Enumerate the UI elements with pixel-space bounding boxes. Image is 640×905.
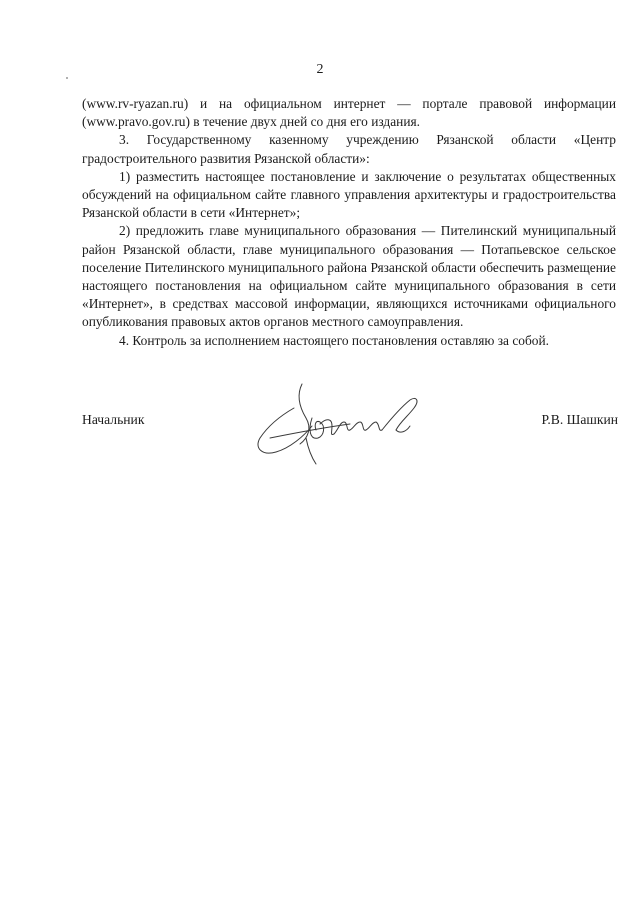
paragraph-subitem-1: 1) разместить настоящее постановление и заключение о результатах общественных обсуждений на официальном сайте главного управления архитектуры и градостроительства Рязанской области в сети «Интернет»;: [82, 168, 616, 221]
paragraph-item-4: 4. Контроль за исполнением настоящего постановления оставляю за собой.: [119, 332, 550, 348]
signer-name: Р.В. Шашкин: [541, 412, 618, 427]
handwritten-signature: [250, 378, 440, 468]
paragraph-item-3: 3. Государственному казенному учреждению Рязанской области «Центр градостроительного развития Рязанской области»:: [82, 132, 616, 166]
signer-position: Начальник: [82, 412, 145, 427]
paragraph-continuation: (www.rv-ryazan.ru) и на официальном интернет — портале правовой информации (www.pravo.gov.ru) в течение двух дней со дня его издания.: [82, 96, 616, 130]
paragraph-subitem-2: 2) предложить главе муниципального образования — Пителинский муниципальный район Рязанской области, главе муниципального образования — Потапьевское сельское поселение Пителинского муниципального района Рязанской области обеспечить размещение настоящего постановления на официальном сайте муниципального образования в сети «Интернет», в средствах массовой информации, являющихся источниками официального опубликования правовых актов органов местного самоуправления.: [82, 223, 616, 330]
document-body: [82, 95, 616, 350]
page-number: 2: [316, 62, 324, 77]
